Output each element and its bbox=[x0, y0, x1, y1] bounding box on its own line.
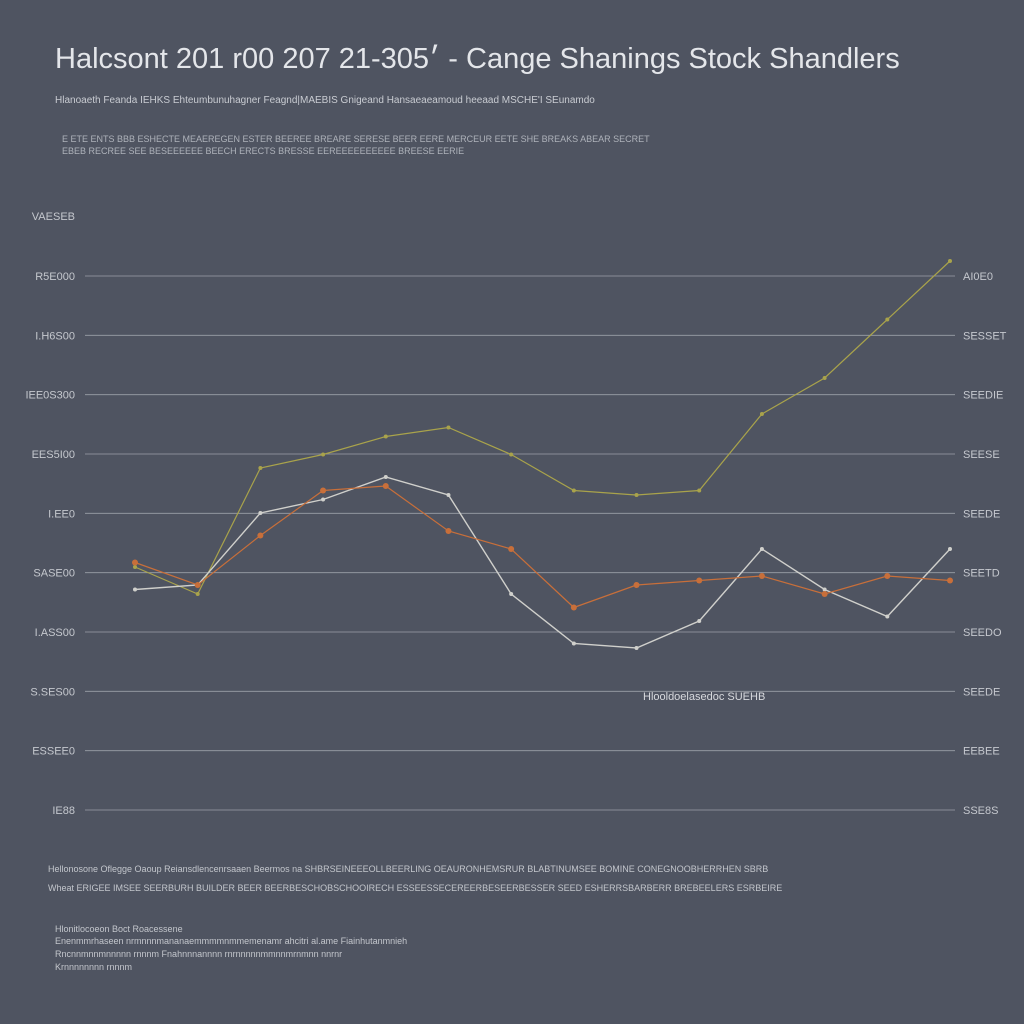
y-tick-right: SSE8S bbox=[963, 805, 999, 817]
data-point bbox=[885, 615, 889, 619]
data-point bbox=[133, 565, 137, 569]
data-point bbox=[823, 588, 827, 592]
description-line-2: EBEB RECREE SEE BESEEEEEE BEECH ERECTS BRESSE EEREEEEEEEEEE BREESE EERIE bbox=[62, 146, 465, 156]
y-axis-right bbox=[963, 271, 1007, 817]
data-point bbox=[948, 259, 952, 263]
data-point bbox=[759, 573, 765, 579]
y-tick-right: SEESE bbox=[963, 449, 1000, 461]
legend bbox=[55, 924, 407, 972]
data-point bbox=[948, 547, 952, 551]
data-point bbox=[884, 573, 890, 579]
data-point bbox=[132, 560, 138, 566]
data-point bbox=[446, 426, 450, 430]
data-point bbox=[885, 318, 889, 322]
series-line bbox=[135, 486, 950, 608]
data-point bbox=[133, 588, 137, 592]
data-point bbox=[635, 646, 639, 650]
y-axis-left bbox=[25, 211, 75, 817]
chart-title: Halcsont 201 r00 ׳21-305 207 - Cange Shanings Stock Shandlers bbox=[55, 43, 900, 75]
y-tick-left: VAESEB bbox=[31, 211, 75, 223]
data-point bbox=[508, 546, 514, 552]
y-tick-right: SEEDIE bbox=[963, 389, 1004, 402]
y-tick-left: R5E000 bbox=[35, 271, 75, 283]
data-point bbox=[947, 578, 953, 584]
data-point bbox=[572, 489, 576, 493]
series-line bbox=[135, 477, 950, 648]
data-point bbox=[635, 493, 639, 497]
y-tick-left: SASE00 bbox=[33, 567, 75, 580]
y-tick-right: SEEDE bbox=[963, 508, 1001, 521]
data-point bbox=[383, 483, 389, 489]
y-tick-left: I.EE0 bbox=[48, 508, 75, 521]
y-tick-right: EEBEE bbox=[963, 745, 1000, 758]
data-point bbox=[195, 582, 201, 588]
description-line-1: E ETE ENTS BBB ESHECTE MEAEREGEN ESTER BEEREE BREARE SERESE BEER EERE MERCEUR EETE SHE BREAKS ABEAR SECRET bbox=[62, 134, 650, 144]
y-tick-left: IEE0S300 bbox=[25, 389, 75, 402]
data-point bbox=[384, 435, 388, 439]
data-point bbox=[760, 412, 764, 416]
y-tick-left: S.SES00 bbox=[30, 686, 75, 699]
data-point bbox=[258, 511, 262, 515]
data-point bbox=[696, 578, 702, 584]
data-point bbox=[258, 466, 262, 470]
data-point bbox=[509, 453, 513, 457]
data-point bbox=[697, 489, 701, 493]
data-point bbox=[823, 376, 827, 380]
footnote-1: Hellonosone Oflegge Oaoup Reiansdlencenrsaaen Beermos na SHBRSEINEEEOLLBEERLING OEAURONHEMSRUR BLABTINUMSEE BOMINE CONEGNOOBHERRHEN SBRB bbox=[48, 864, 769, 874]
data-point bbox=[509, 592, 513, 596]
y-tick-right: SEEDE bbox=[963, 686, 1001, 699]
grid bbox=[85, 276, 955, 810]
data-point bbox=[446, 493, 450, 497]
data-point bbox=[196, 592, 200, 596]
data-point bbox=[445, 528, 451, 534]
y-tick-right: AI0E0 bbox=[963, 271, 993, 283]
y-tick-left: I.H6S00 bbox=[35, 330, 75, 343]
y-tick-left: EES5I00 bbox=[31, 449, 75, 461]
data-point bbox=[571, 605, 577, 611]
y-tick-right: SEEDO bbox=[963, 627, 1002, 639]
data-point bbox=[321, 498, 325, 502]
y-tick-left: ESSEE0 bbox=[32, 745, 75, 758]
legend-item-3: Rncnnmnnmnnnnn rnnnm Fnahnnnannnn rnrnnnnnmmnnmrnmnn nnrnr bbox=[55, 949, 343, 959]
y-tick-left: IE88 bbox=[52, 805, 75, 817]
legend-item-2: Enenmmrhaseen nrmnnnmananaemmmmnmmemenamr ahcitri al.ame Fiainhutanmnieh bbox=[55, 936, 408, 946]
chart-annotation: Hlooldoelasedoc SUEHB bbox=[643, 691, 766, 703]
data-point bbox=[257, 533, 263, 539]
y-tick-right: SESSET bbox=[963, 330, 1007, 343]
chart-subtitle: Hlanoaeth Feanda IEHKS Ehteumbunuhagner Feagnd|MAEBIS Gnigeand Hansaeaeamoud heeaad MSCHE'I SEunamdo bbox=[55, 95, 595, 106]
y-tick-left: I.ASS00 bbox=[34, 627, 75, 639]
data-point bbox=[822, 591, 828, 597]
data-point bbox=[321, 453, 325, 457]
legend-item-4: Krnnnnnnnn rnnnm bbox=[55, 962, 133, 972]
data-point bbox=[634, 582, 640, 588]
data-point bbox=[572, 642, 576, 646]
footnote-2: Wheat ERIGEE IMSEE SEERBURH BUILDER BEER BEERBESCHOBSCHOOIRECH ESSEESSECEREERBESEERBESSER SEED ESHERRSBARBERR BREBEELERS ESRBEIRE bbox=[48, 883, 783, 893]
data-point bbox=[697, 619, 701, 623]
data-point bbox=[320, 488, 326, 494]
data-point bbox=[760, 547, 764, 551]
series-line bbox=[135, 261, 950, 594]
y-tick-right: SEETD bbox=[963, 567, 1000, 580]
data-point bbox=[384, 475, 388, 479]
legend-item-1: Hlonitlocoeon Boct Roacessene bbox=[55, 924, 183, 934]
series-layer bbox=[132, 259, 953, 650]
